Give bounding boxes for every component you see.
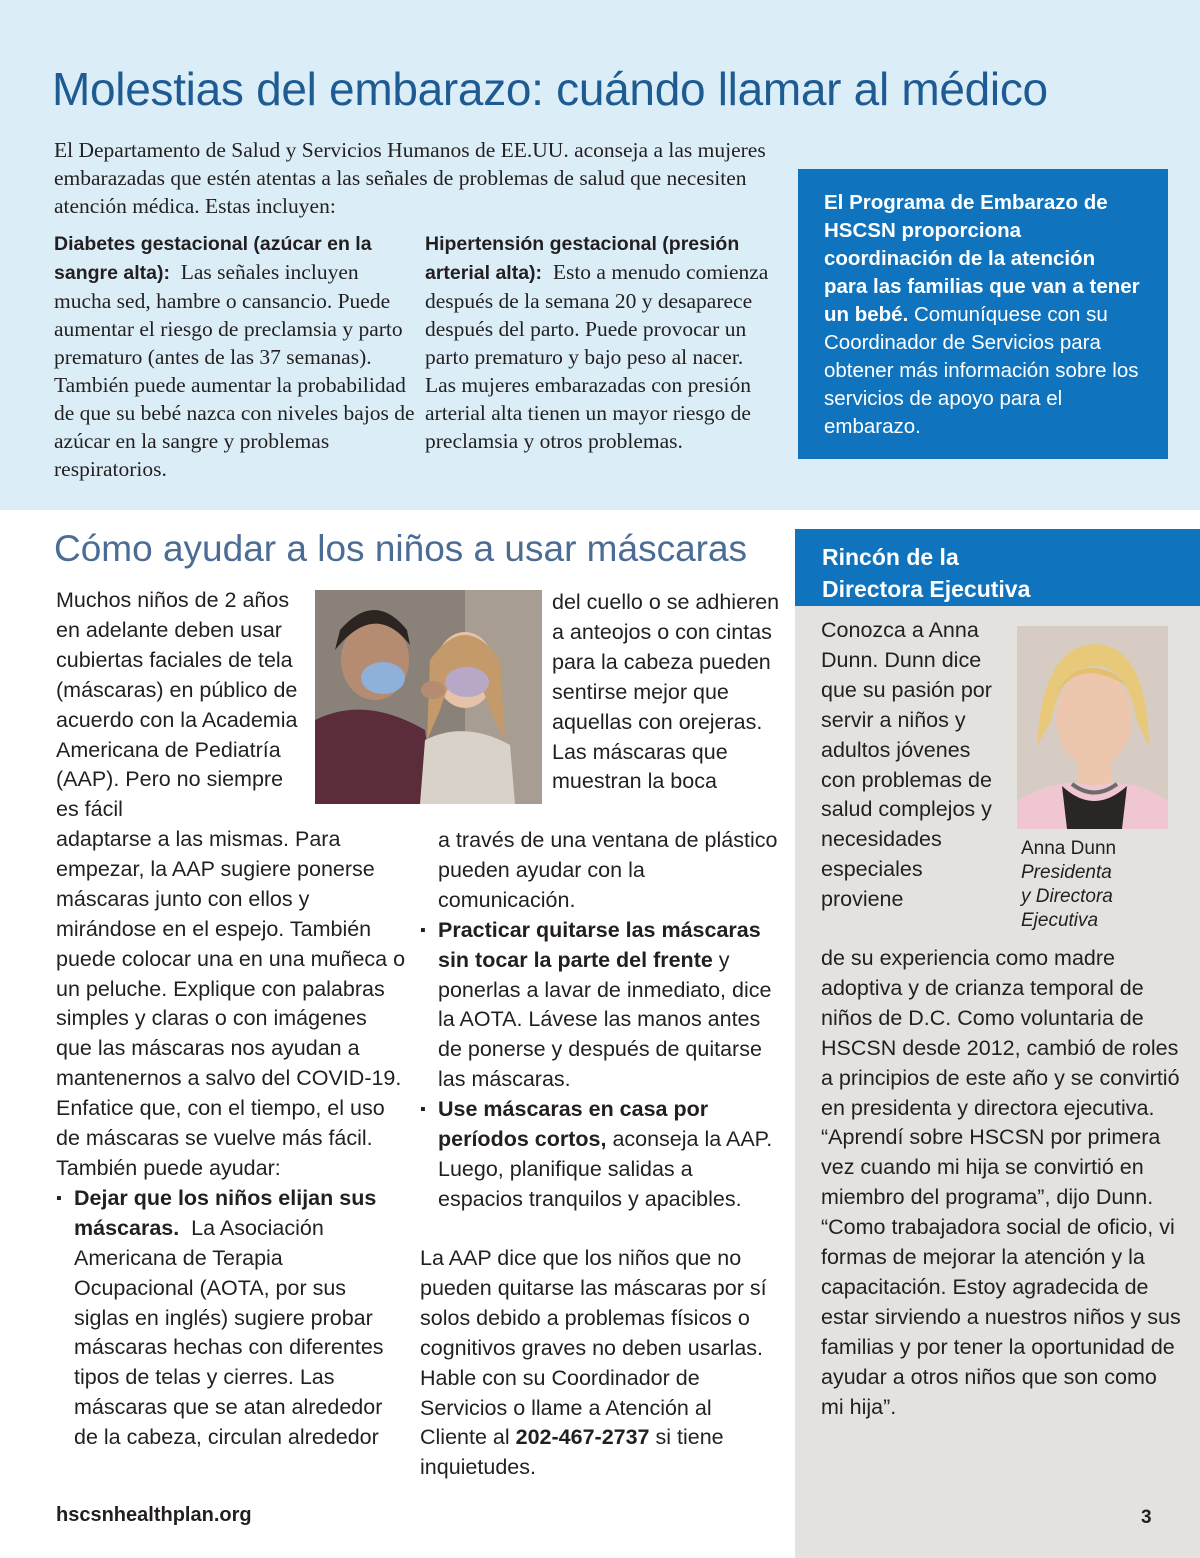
masks-col1-rest [56, 825, 406, 1453]
masks-col1-top: Muchos niños de 2 años en adelante deben usar cubiertas faciales de tela (máscaras) en público de acuerdo con la Academia Americana de Pediatría (AAP). Pero no siempre es fácil [56, 588, 298, 822]
hypertension-text: Esto a menudo comienza después de la semana 20 y desaparece después del parto. Puede provocar un parto prematuro y bajo peso al nacer. Las mujeres embarazadas con presión arterial alta tienen un mayor riesgo de preclamsia y otros problemas. [425, 260, 769, 453]
masks-col2-rest [420, 826, 780, 1215]
bullet1-bold: Dejar que los niños elijan sus máscaras. [74, 1185, 377, 1240]
photo-illustration [315, 590, 542, 804]
sidebar-heading-line1: Rincón de la [822, 544, 959, 570]
caption-title-2: y Directora [1021, 886, 1113, 907]
caption-title-3: Ejecutiva [1021, 910, 1099, 931]
callout-text: Comuníquese con su Coordinador de Servicios para obtener más información sobre los servicios de apoyo para el embarazo. [824, 303, 1139, 438]
intro-paragraph: El Departamento de Salud y Servicios Humanos de EE.UU. aconseja a las mujeres embarazadas que estén atentas a las señales de problemas de salud que necesiten atención médica. Estas incluyen: [54, 138, 766, 218]
bullet1-text: La Asociación Americana de Terapia Ocupacional (AOTA, por sus siglas en inglés) sugiere probar máscaras hechas con diferentes tipos de telas y cierres. Las máscaras que se atan alrededor de la cabeza, circulan alrededor [74, 1215, 384, 1450]
bullet-remove-masks [420, 916, 780, 1095]
bullet-home-practice [420, 1095, 780, 1215]
masks-col1-paragraph: adaptarse a las mismas. Para empezar, la AAP sugiere ponerse máscaras junto con ellos y mirándose en el espejo. También puede colocar una en una muñeca o un peluche. Explique con palabras simples y claras o con imágenes que las máscaras nos ayudan a mantenernos a salvo del COVID-19. Enfatice que, con el tiempo, el uso de máscaras se vuelve más fácil. También puede ayudar: [56, 827, 406, 1180]
pregnancy-program-callout [798, 169, 1168, 459]
phone-number[interactable]: 202-467-2737 [515, 1425, 650, 1450]
masks-col2-continued: a través de una ventana de plástico pueden ayudar con la comunicación. [438, 828, 778, 912]
hypertension-heading: Hipertensión gestacional (presión arterial alta): [425, 233, 740, 284]
bullet2-bold: Practicar quitarse las máscaras sin tocar la parte del frente [438, 917, 761, 972]
bullet2-text: y ponerlas a lavar de inmediato, dice la AOTA. Lávese las manos antes de ponerse y después de quitarse las máscaras. [438, 947, 772, 1092]
portrait-anna-dunn [1017, 626, 1168, 829]
sidebar-text-rest: de su experiencia como madre adoptiva y de crianza temporal de niños de D.C. Como voluntaria de HSCSN desde 2012, cambió de roles a principios de este año y se convirtió en presidenta y directora ejecutiva. “Aprendí sobre HSCSN por primera vez cuando mi hija se convirtió en miembro del programa”, dijo Dunn. “Como trabajadora social de oficio, vi formas de mejorar la atención y la capacitación. Estoy agradecida de estar sirviendo a nuestros niños y sus familias y por tener la oportunidad de ayudar a otros niños que son como mi hija”. [821, 946, 1181, 1419]
sidebar-text-top: Conozca a Anna Dunn. Dunn dice que su pasión por servir a niños y adultos jóvenes con problemas de salud complejos y necesidades especiales proviene [821, 618, 992, 912]
diabetes-column [54, 229, 416, 483]
bullet3-bold: Use máscaras en casa por períodos cortos, [438, 1097, 709, 1152]
caption-name: Anna Dunn [1021, 838, 1117, 859]
callout-bold: El Programa de Embarazo de HSCSN proporciona coordinación de la atención para las familias que van a tener un bebé. [824, 191, 1140, 326]
bullet-choose-masks [56, 1184, 406, 1453]
footer-url[interactable]: hscsnhealthplan.org [56, 1504, 252, 1526]
executive-corner-sidebar [795, 529, 1200, 1558]
page-title: Molestias del embarazo: cuándo llamar al médico [52, 63, 1048, 115]
sidebar-heading-line2: Directora Ejecutiva [822, 576, 1031, 602]
portrait-caption [1021, 837, 1116, 933]
closing-tail: si tiene inquietudes. [420, 1425, 724, 1480]
caption-title-1: Presidenta [1021, 862, 1112, 883]
diabetes-heading: Diabetes gestacional (azúcar en la sangre alta): [54, 233, 372, 284]
masks-closing [420, 1244, 780, 1483]
photo-child-mask [315, 590, 542, 804]
hypertension-column [425, 229, 775, 455]
masks-title: Cómo ayudar a los niños a usar máscaras [54, 528, 748, 569]
diabetes-text: Las señales incluyen mucha sed, hambre o cansancio. Puede aumentar el riesgo de preclamsia y parto prematuro (antes de las 37 semanas). También puede aumentar la probabilidad de que su bebé nazca con niveles bajos de azúcar en la sangre y problemas respiratorios. [54, 260, 415, 481]
closing-text: La AAP dice que los niños que no pueden quitarse las máscaras por sí solos debido a problemas físicos o cognitivos graves no deben usarlas. Hable con su Coordinador de Servicios o llame a Atención al Cliente al [420, 1246, 767, 1450]
page-number: 3 [1141, 1507, 1152, 1528]
portrait-illustration [1017, 626, 1168, 829]
sidebar-heading [795, 529, 1200, 606]
bullet3-text: aconseja la AAP. Luego, planifique salidas a espacios tranquilos y apacibles. [438, 1127, 773, 1211]
masks-col2-top: del cuello o se adhieren a anteojos o con cintas para la cabeza pueden sentirse mejor que aquellas con orejeras. Las máscaras que muestran la boca [552, 590, 780, 794]
